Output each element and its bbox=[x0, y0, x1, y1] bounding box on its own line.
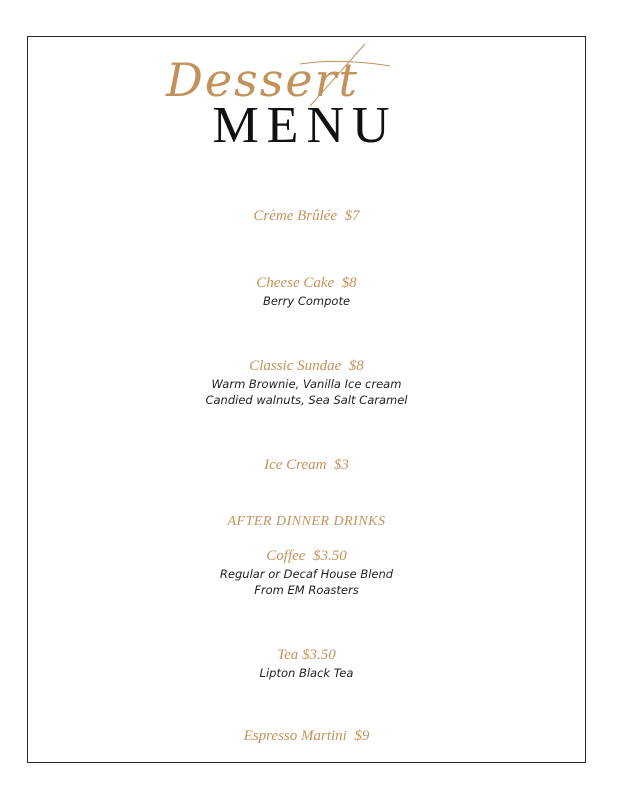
menu-item-classic-sundae bbox=[27, 356, 586, 408]
menu-item-coffee bbox=[27, 546, 586, 598]
item-name: Crème Brûlée $7 bbox=[253, 208, 360, 224]
item-description: Regular or Decaf House Blend bbox=[219, 567, 394, 581]
item-description: Berry Compote bbox=[262, 294, 351, 308]
item-name: Classic Sundae $8 bbox=[249, 358, 364, 374]
section-after-dinner-drinks bbox=[27, 512, 586, 532]
item-description: Warm Brownie, Vanilla Ice cream bbox=[211, 377, 402, 391]
item-description: From EM Roasters bbox=[254, 583, 359, 597]
item-name: Cheese Cake $8 bbox=[256, 275, 357, 291]
item-name: Espresso Martini $9 bbox=[243, 728, 370, 744]
item-name: Tea $3.50 bbox=[277, 647, 336, 663]
menu-item-cheese-cake bbox=[27, 273, 586, 309]
section-title: AFTER DINNER DRINKS bbox=[227, 514, 386, 529]
menu-title: MENU bbox=[212, 97, 398, 154]
menu-item-ice-cream bbox=[27, 455, 586, 475]
item-name: Ice Cream $3 bbox=[264, 457, 349, 473]
item-description: Candied walnuts, Sea Salt Caramel bbox=[205, 393, 408, 407]
item-description: Lipton Black Tea bbox=[259, 666, 354, 680]
item-name: Coffee $3.50 bbox=[266, 548, 347, 564]
menu-item-espresso-martini bbox=[27, 726, 586, 746]
script-title-text: Dessert bbox=[166, 53, 360, 107]
menu-item-creme-brulee bbox=[27, 206, 586, 226]
menu-item-tea bbox=[27, 645, 586, 681]
